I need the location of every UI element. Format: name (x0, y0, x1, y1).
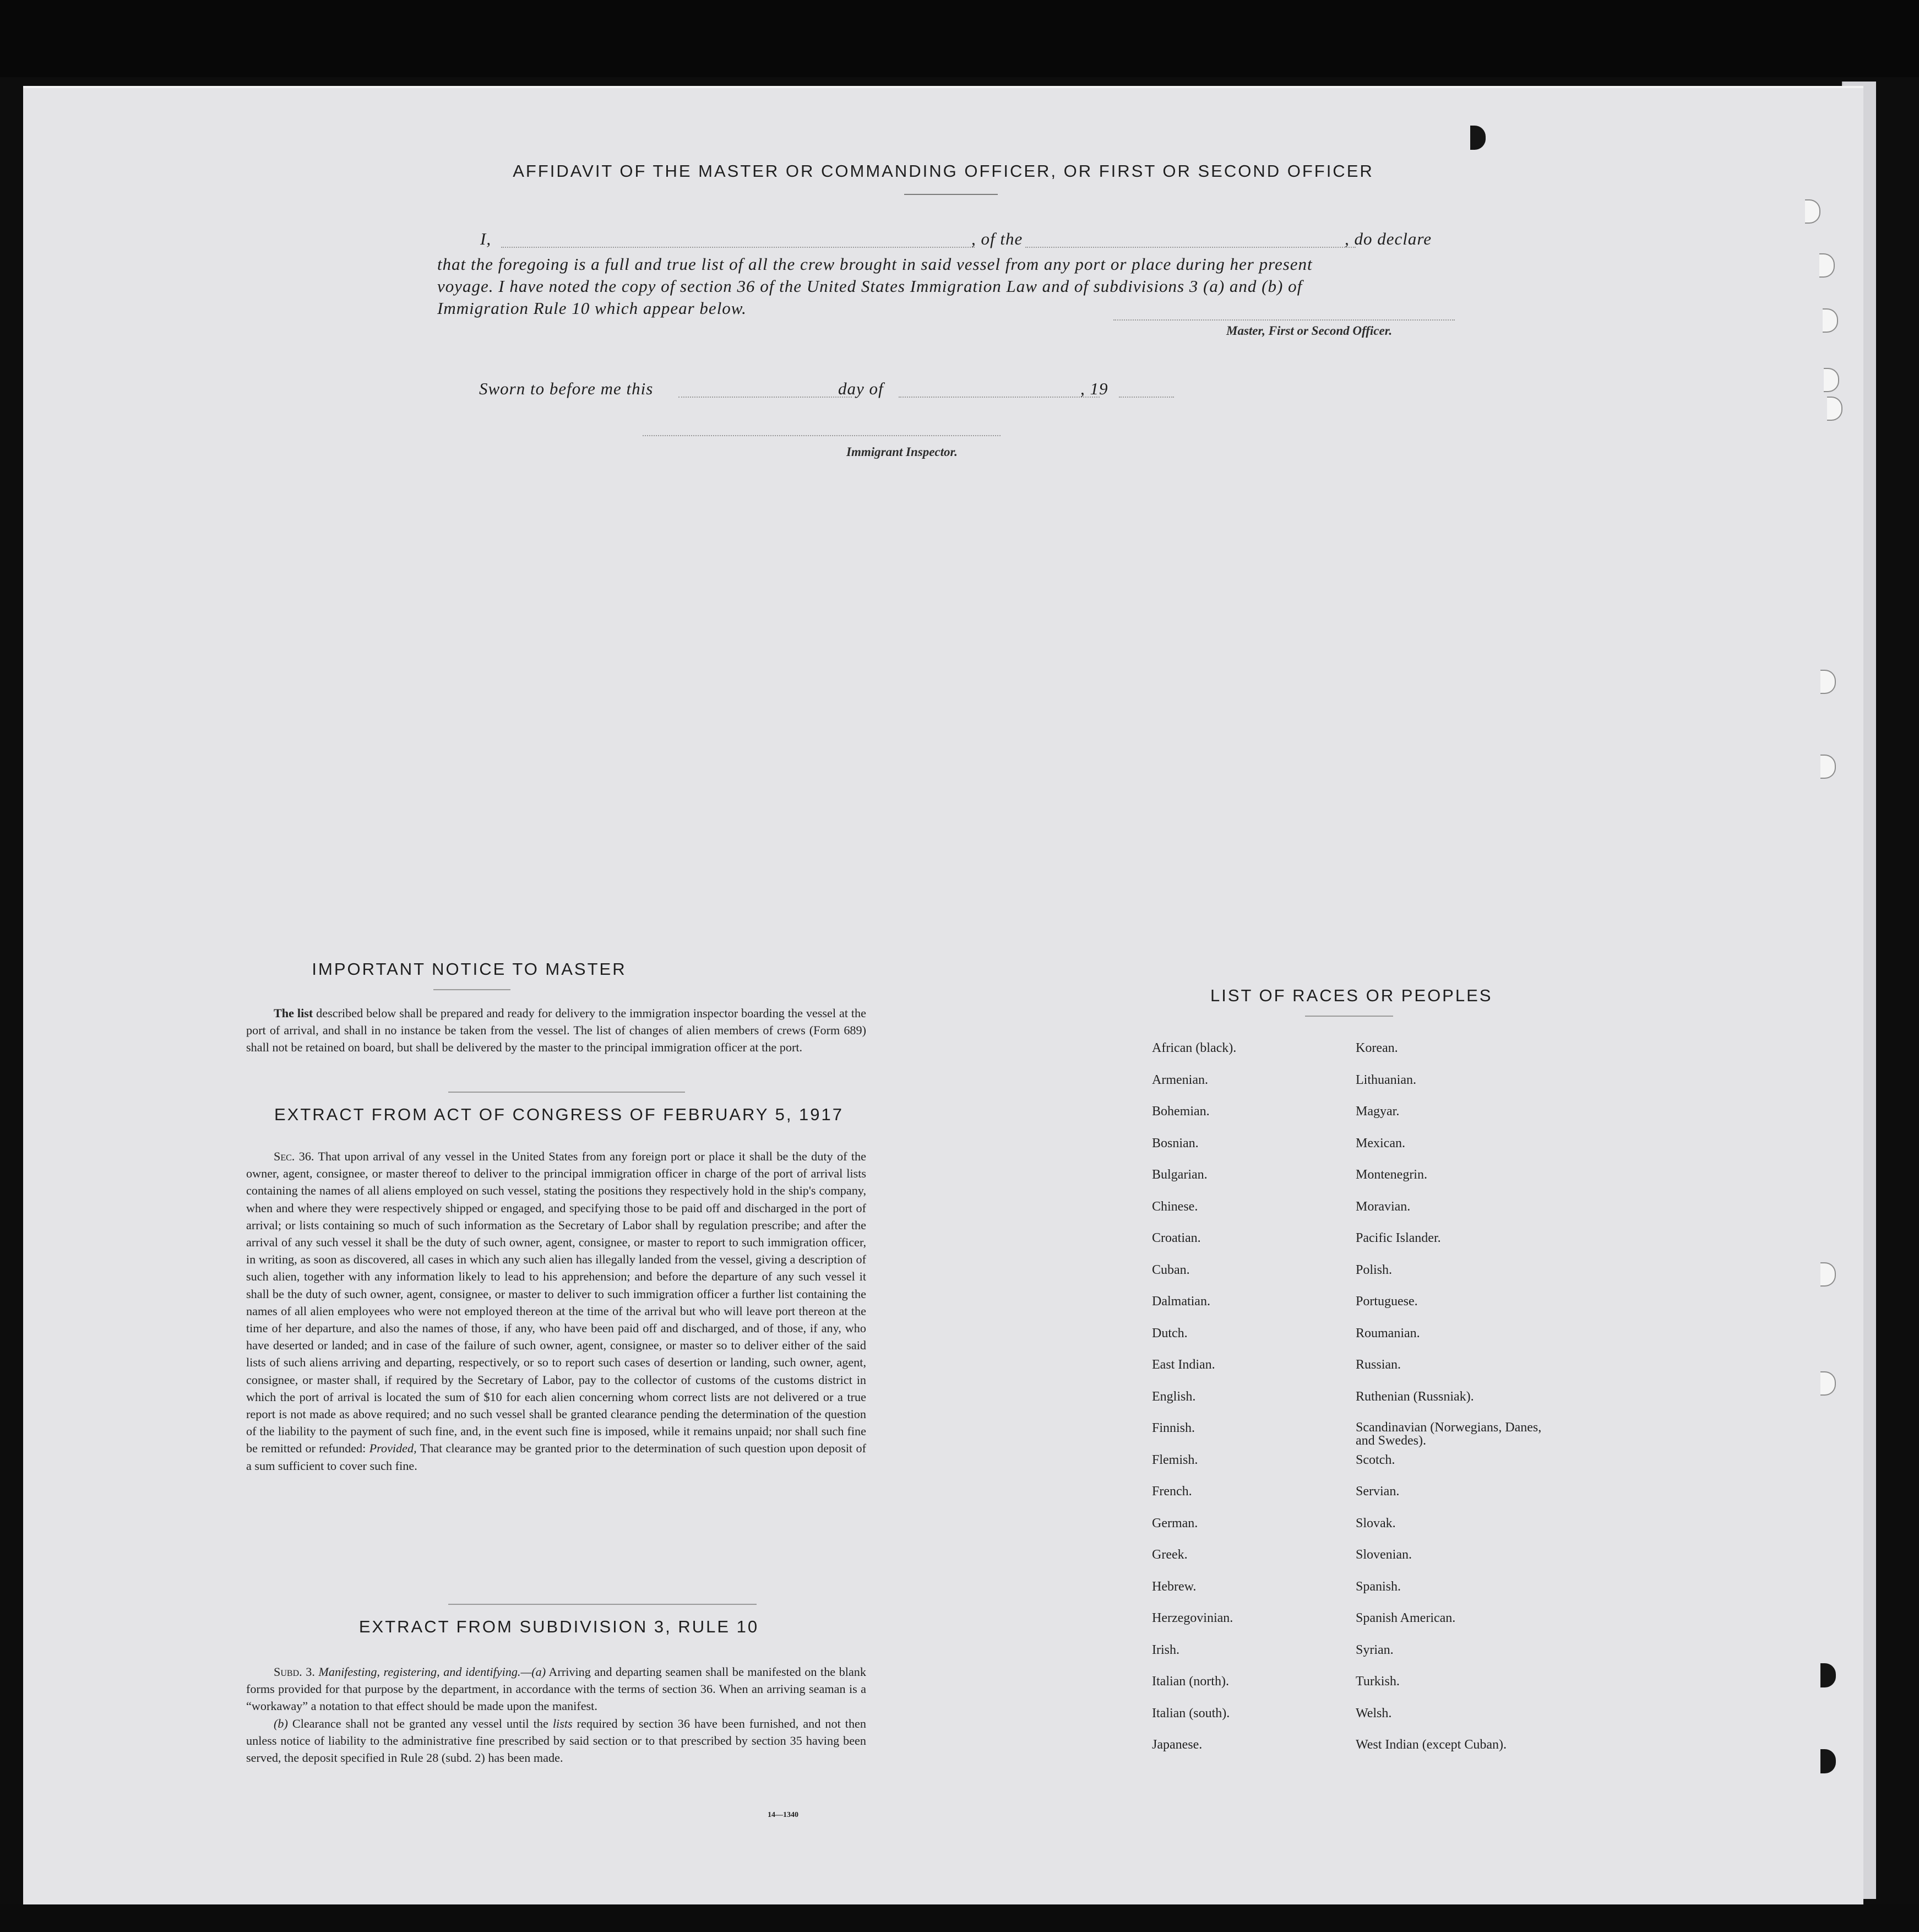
race-item: Ruthenian (Russniak). (1356, 1389, 1474, 1404)
affidavit-line-4: Immigration Rule 10 which appear below. (437, 299, 747, 318)
affidavit-line-3: voyage. I have noted the copy of section 36 of the United States Immigration Law and of subdivisions 3 (a) and (b) of (437, 276, 1303, 296)
affidavit-of-the: , of the (971, 229, 1023, 248)
affidavit-title: AFFIDAVIT OF THE MASTER OR COMMANDING OFFICER, OR FIRST OR SECOND OFFICER (513, 161, 1374, 181)
race-item: Servian. (1356, 1484, 1400, 1499)
race-item: Montenegrin. (1356, 1168, 1427, 1182)
race-item: Greek. (1152, 1548, 1188, 1562)
race-item: Mexican. (1356, 1136, 1405, 1150)
act-divider (448, 1604, 757, 1605)
race-item: Syrian. (1356, 1642, 1394, 1657)
race-item: Spanish. (1356, 1579, 1401, 1594)
para-b-mark: (b) (274, 1716, 288, 1730)
para-b-lists: lists (552, 1716, 573, 1730)
race-item: Finnish. (1152, 1421, 1195, 1435)
punch-hole (1820, 1663, 1836, 1687)
punch-hole (1820, 1371, 1836, 1396)
race-item: East Indian. (1152, 1358, 1215, 1372)
sworn-year: , 19 (1080, 379, 1108, 398)
races-title: LIST OF RACES OR PEOPLES (1210, 986, 1493, 1005)
punch-hole (1823, 308, 1838, 333)
race-item: African (black). (1152, 1041, 1237, 1055)
race-item: German. (1152, 1516, 1198, 1531)
notice-divider (448, 1092, 685, 1093)
notice-title: IMPORTANT NOTICE TO MASTER (312, 959, 627, 979)
race-item: Irish. (1152, 1642, 1179, 1657)
race-item: Bohemian. (1152, 1104, 1210, 1119)
sworn-text: Sworn to before me this (479, 379, 654, 398)
para-a-mark: —(a) (520, 1665, 546, 1679)
punch-hole (1820, 670, 1836, 694)
title-underline (904, 194, 998, 195)
race-item: Scandinavian (Norwegians, Danes, and Swedes). (1356, 1420, 1542, 1448)
race-item: Cuban. (1152, 1262, 1190, 1277)
punch-hole (1820, 1749, 1836, 1773)
race-item: Korean. (1356, 1041, 1398, 1055)
sworn-day-blank[interactable] (678, 397, 852, 398)
sworn-day-of: day of (838, 379, 884, 398)
name-blank[interactable] (501, 247, 975, 248)
race-item: Slovenian. (1356, 1548, 1412, 1562)
form-number: 14—1340 (768, 1811, 798, 1819)
punch-hole (1820, 755, 1836, 779)
sworn-year-blank[interactable] (1119, 397, 1174, 398)
race-item: Dalmatian. (1152, 1294, 1210, 1309)
notice-text: described below shall be prepared and ready for delivery to the immigration inspector boarding the vessel at the port of arrival, and shall in no instance be taken from the vessel. The list of changes of alien members of crews (Form 689) shall not be retained on board, but shall be delivered by the master to the principal immigration officer at the port. (246, 1006, 866, 1055)
document-page (23, 86, 1863, 1906)
race-item: Pacific Islander. (1356, 1231, 1441, 1245)
punch-hole (1470, 126, 1486, 150)
notice-lead: The list (274, 1006, 313, 1020)
race-item: French. (1152, 1484, 1192, 1499)
sworn-month-blank[interactable] (899, 397, 1100, 398)
act-text-2: That clearance may be granted prior to the determination of such question upon deposit of a sum sufficient to cover such fine. (246, 1441, 866, 1473)
affidavit-line-2: that the foregoing is a full and true list of all the crew brought in said vessel from any port or place during her present (437, 254, 1313, 274)
race-item: Italian (south). (1152, 1706, 1230, 1721)
race-item: Scotch. (1356, 1452, 1395, 1467)
punch-hole (1819, 253, 1835, 278)
race-item: Bosnian. (1152, 1136, 1199, 1150)
scan-dark-border-bottom (0, 1904, 1919, 1932)
vessel-blank[interactable] (1025, 247, 1356, 248)
punch-hole (1827, 397, 1842, 421)
act-sec-label: Sec. 36. (274, 1149, 314, 1163)
inspector-label: Immigrant Inspector. (846, 445, 958, 459)
notice-body (246, 1005, 866, 1056)
notice-rule (433, 989, 510, 990)
race-item: Bulgarian. (1152, 1168, 1208, 1182)
affidavit-declare: , do declare (1345, 229, 1432, 248)
act-body (246, 1148, 866, 1474)
act-text-1: That upon arrival of any vessel in the United States from any foreign port or place it shall be the duty of the owner, agent, consignee, or master thereof to deliver to the principal immigration officer in charge of the port of arrival lists containing the names of all aliens employed on such vessel, stating the positions they respectively hold in the ship's company, when and where they were respectively shipped or engaged, and specifying those to be paid off and discharged in the port of arrival; or lists containing so much of such information as the Secretary of Labor shall by regulation prescribe; and after the arrival of any such vessel it shall be the duty of such owner, agent, consignee, or master to report to such immigration officer, in writing, as soon as discovered, all cases in which any such alien has illegally landed from the vessel, giving a description of such alien, together with any information likely to lead to his apprehension; and before the departure of any such vessel it shall be the duty of such owner, agent, consignee, or master to deliver to such immigration officer a further list containing the names of all alien employees who were not employed thereon at the time of the arrival but who will leave port thereon at the time of her departure, and also the names of those, if any, who have been paid off and discharged, and of those, if any, who have deserted or landed; and in case of the failure of such owner, agent, consignee, or master so to deliver either of the said lists of such aliens arriving and departing, respectively, or so to report such cases of desertion or landing, such owner, agent, consignee, or master shall, if required by the Secretary of Labor, pay to the collector of customs of the customs district in which the port of arrival is located the sum of $10 for each alien concerning whom correct lists are not delivered or a true report is not made as above required; and no such vessel shall be granted clearance pending the determination of the question of the liability to the payment of such fine, and, in the event such fine is imposed, while it remains unpaid; nor shall such fine be remitted or refunded: (246, 1149, 866, 1456)
rule-body (246, 1663, 866, 1766)
race-item: Portuguese. (1356, 1294, 1418, 1309)
race-item: Dutch. (1152, 1326, 1188, 1341)
race-item: Japanese. (1152, 1738, 1203, 1752)
race-item: Flemish. (1152, 1452, 1198, 1467)
inspector-signature-blank[interactable] (643, 435, 1001, 436)
act-provided: Provided, (369, 1441, 417, 1456)
subd-label: Subd. 3. (274, 1665, 315, 1679)
signature-label: Master, First or Second Officer. (1226, 324, 1393, 338)
race-item: Turkish. (1356, 1674, 1400, 1689)
act-title: EXTRACT FROM ACT OF CONGRESS OF FEBRUARY 5, 1917 (274, 1105, 844, 1124)
para-a-text: Arriving and departing seamen shall be manifested on the blank forms provided for that purpose by the department, in accordance with the terms of section 36. When an arriving seaman is a “workaway” a notation to that effect should be made upon the manifest. (246, 1665, 866, 1713)
race-item: Lithuanian. (1356, 1072, 1416, 1087)
race-item: Croatian. (1152, 1231, 1201, 1245)
race-item: West Indian (except Cuban). (1356, 1738, 1507, 1752)
race-item: Armenian. (1152, 1072, 1208, 1087)
race-item: Hebrew. (1152, 1579, 1197, 1594)
race-item: Magyar. (1356, 1104, 1400, 1119)
para-b-text-2: required by section 36 have been furnished, and not then unless notice of liability to the administrative fine prescribed by said section or to that prescribed by section 35 having been served, the deposit specified in Rule 28 (subd. 2) has been made. (246, 1716, 866, 1765)
races-rule (1305, 1016, 1393, 1017)
race-item: Herzegovinian. (1152, 1611, 1233, 1625)
race-item: Chinese. (1152, 1199, 1198, 1214)
punch-hole (1820, 1262, 1836, 1287)
punch-hole (1824, 368, 1839, 392)
scan-dark-border-top (0, 0, 1919, 77)
race-item: Polish. (1356, 1262, 1393, 1277)
para-b-text-1: Clearance shall not be granted any vessel until the (287, 1716, 553, 1730)
race-item: Italian (north). (1152, 1674, 1229, 1689)
race-item: Roumanian. (1356, 1326, 1420, 1341)
race-item: Russian. (1356, 1358, 1401, 1372)
race-item: Slovak. (1356, 1516, 1396, 1531)
subd-heading: Manifesting, registering, and identifying. (314, 1665, 521, 1679)
race-item: Welsh. (1356, 1706, 1392, 1721)
rule-title: EXTRACT FROM SUBDIVISION 3, RULE 10 (358, 1617, 759, 1636)
race-item: Moravian. (1356, 1199, 1411, 1214)
race-item: English. (1152, 1389, 1196, 1404)
race-item: Spanish American. (1356, 1611, 1456, 1625)
punch-hole (1805, 199, 1820, 224)
signature-blank[interactable] (1113, 319, 1455, 321)
affidavit-i: I, (480, 229, 492, 248)
